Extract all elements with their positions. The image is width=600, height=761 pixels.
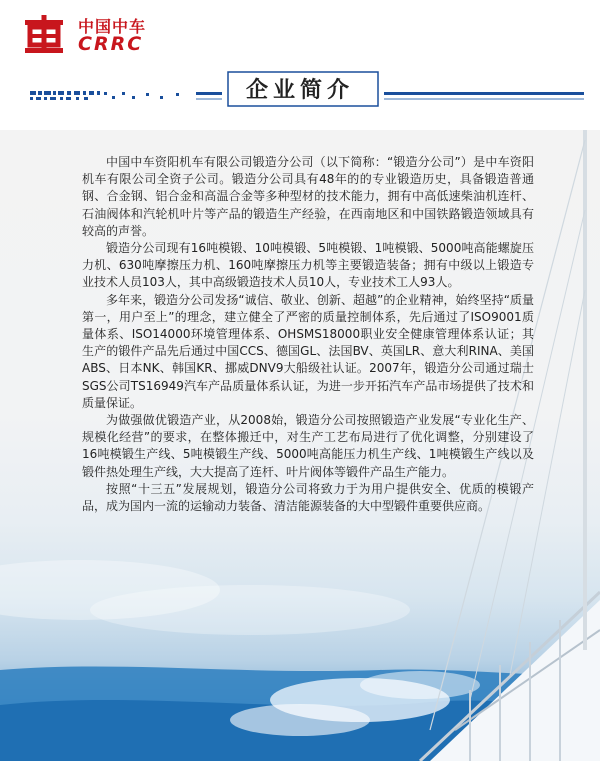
page-header — [0, 0, 600, 130]
company-introduction-text — [82, 154, 534, 515]
paragraph-plan: 按照“十三五”发展规划，锻造分公司将致力于为用户提供安全、优质的模锻产品，成为国内一流的运输动力装备、清洁能源装备的大中型锻件重要供应商。 — [82, 481, 534, 514]
crrc-logo-icon — [22, 12, 66, 56]
pixel-stripe-decoration — [30, 91, 179, 100]
logo-name-cn: 中国中车 — [78, 17, 147, 36]
logo-name-en: CRRC — [78, 33, 144, 55]
paragraph-development: 为做强做优锻造产业，从2008始，锻造分公司按照锻造产业发展“专业化生产、规模化经营”的要求，在整体搬迁中，对生产工艺布局进行了优化调整，分别建设了16吨模锻生产线、5吨模锻生产线、5000吨高能压力机生产线、1吨模锻生产线以及锻件热处理生产线，大大提高了连杆、叶片阀体等锻件产品生产能力。 — [82, 413, 534, 479]
paragraph-quality: 多年来，锻造分公司发扬“诚信、敬业、创新、超越”的企业精神，始终坚持“质量第一，用户至上”的理念，建立健全了严密的质量控制体系，先后通过了ISO9001质量体系、ISO14000环境管理体系、OHSMS18000职业安全健康管理体系认证；其生产的锻件产品先后通过中国CCS、德国GL、法国BV、英国LR、意大利RINA、美国ABS、日本NK、韩国KR、挪威DNV9大船级社认证。2007年，锻造分公司通过瑞士SGS公司TS16949汽车产品质量体系认证，为进一步开拓汽车产品市场提供了技术和质量保证。 — [82, 292, 534, 410]
paragraph-history: 中国中车资阳机车有限公司锻造分公司（以下简称：“锻造分公司”）是中车资阳机车有限公司全资子公司。锻造分公司具有48年的的专业锻造历史，具备锻造普通钢、合金钢、铝合金和高温合金等多种型材的技术能力，拥有中高低速柴油机连杆、石油阀体和汽轮机叶片等产品的锻造生产经验，在西南地区和中国铁路锻造领域具有较高的声誉。 — [82, 155, 534, 238]
content-area — [0, 130, 600, 761]
paragraph-equipment: 锻造分公司现有16吨模锻、10吨模锻、5吨模锻、1吨模锻、5000吨高能螺旋压力机、630吨摩擦压力机、160吨摩擦压力机等主要锻造装备；拥有中级以上锻造专业技术人员103人，其中高级锻造技术人员10人，专业技术工人93人。 — [82, 241, 534, 290]
crrc-logo — [22, 12, 172, 56]
section-title: 企业简介 — [246, 78, 355, 103]
